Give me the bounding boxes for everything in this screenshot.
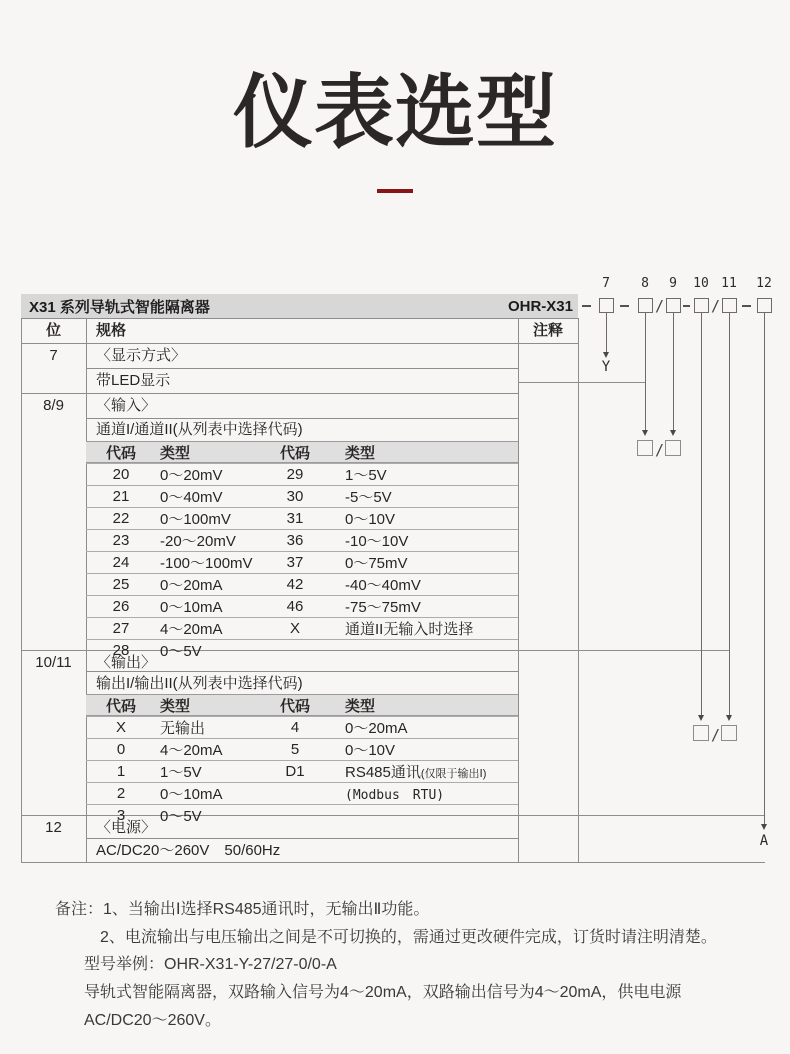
display-code-label: Y [601,359,611,375]
type-2: 1～5V [345,467,387,484]
code-2: 46 [286,598,304,615]
input-code-row [86,595,518,617]
arrow-down-icon [603,352,609,358]
note-line-2: 2、电流输出与电压输出之间是不可切换的，需通过更改硬件完成，订货时请注明清楚。 [100,929,717,946]
code-1: 23 [112,532,130,549]
type-1: 0～100mV [160,511,231,528]
code-1: 27 [112,620,130,637]
formula-dash [620,305,629,307]
power-value: AC/DC20～260V 50/60Hz [96,842,281,859]
type-1: 1～5V [160,764,202,781]
code-2: 5 [290,741,300,758]
code-1: X [115,719,126,736]
series-title: X31 系列导轨式智能隔离器 [29,298,210,316]
input-title: 〈输入〉 [96,397,157,414]
input-code-row [86,617,518,639]
gridline [21,318,578,319]
model-prefix: OHR-X31 [507,297,573,315]
code-2: X [289,620,300,637]
type-2 [330,717,518,738]
type-2-main: 0～20mA [345,720,408,737]
formula-dash [683,305,690,307]
display-title: 〈显示方式〉 [96,347,187,364]
code-2: 37 [286,554,304,571]
table-title-bar [21,294,578,318]
digit-label-12: 12 [756,276,772,291]
output-code-table [86,716,518,825]
type-2-main: RS485通讯 [345,764,421,781]
type-1: 0～10mA [160,786,223,803]
formula-slash: / [711,297,721,315]
input-subtitle: 通道I/通道II(从列表中选择代码) [96,421,303,438]
power-code-label: A [759,833,769,849]
code-2: 30 [286,488,304,505]
drop-line-11 [729,313,730,715]
digit-label-8: 8 [641,276,649,291]
type-col-label: 类型 [345,698,376,715]
input-code-header [86,441,518,463]
output-code-row [86,716,518,738]
drop-line-12 [764,313,765,824]
code-2: 29 [286,466,304,483]
type-1: 0～20mA [160,577,223,594]
input-code-row [86,507,518,529]
input-2-code-box [665,440,681,456]
formula-slash: / [711,726,721,744]
input-code-row [86,529,518,551]
code-col-label: 代码 [279,445,310,462]
col-header-pos: 位 [45,322,61,339]
output-2-code-box [721,725,737,741]
type-1: -20～20mV [160,533,236,550]
output-subtitle: 输出I/输出II(从列表中选择代码) [96,675,303,692]
model-digit-box-7 [599,298,614,313]
display-value: 带LED显示 [96,372,171,389]
code-1: 24 [112,554,130,571]
col-header-note: 注释 [532,322,563,339]
digit-label-11: 11 [721,276,737,291]
formula-slash: / [655,441,665,459]
accent-dash [377,189,413,193]
code-1: 22 [112,510,130,527]
page-title: 仪表选型 [233,68,557,157]
type-2: 0～10V [345,511,396,528]
note-line-1: 备注：1、当输出Ⅰ选择RS485通讯时，无输出Ⅱ功能。 [55,901,430,918]
output-code-header [86,694,518,716]
arrow-down-icon [698,715,704,721]
code-1: 26 [112,598,130,615]
type-2: 0～75mV [345,555,408,572]
code-1: 2 [116,785,126,802]
gridline-table-bottom [21,862,765,863]
pos-12: 12 [45,819,62,836]
power-title: 〈电源〉 [96,819,157,836]
model-digit-box-8 [638,298,653,313]
code-col-label: 代码 [279,698,310,715]
model-digit-box-10 [694,298,709,313]
type-1: 4～20mA [160,621,223,638]
type-1: 0～20mV [160,467,223,484]
model-digit-box-11 [722,298,737,313]
formula-dash [582,305,591,307]
digit-label-9: 9 [669,276,677,291]
drop-line-8 [645,313,646,430]
type-2: -75～75mV [345,599,421,616]
input-code-row [86,573,518,595]
type-col-label: 类型 [160,445,191,462]
gridline [518,318,519,862]
code-2: 36 [286,532,304,549]
type-1: 0～5V [160,643,202,660]
digit-label-7: 7 [602,276,610,291]
output-1-code-box [693,725,709,741]
type-col-label: 类型 [160,698,191,715]
type-2-main: 0～10V [345,742,396,759]
type-2-protocol: (Modbus RTU) [345,788,445,803]
input-code-row [86,485,518,507]
note-line-4: 导轨式智能隔离器，双路输入信号为4～20mA，双路输出信号为4～20mA，供电电源 [84,984,682,1001]
code-2: 4 [290,719,300,736]
code-1: 1 [116,763,126,780]
code-1: 3 [116,807,126,824]
code-1: 28 [112,642,130,659]
code-1: 25 [112,576,130,593]
col-header-spec: 规格 [96,322,127,339]
pos-7: 7 [49,347,58,364]
drop-line-10 [701,313,702,715]
arrow-down-icon [761,824,767,830]
code-1: 0 [116,741,126,758]
arrow-down-icon [642,430,648,436]
formula-slash: / [655,297,665,315]
input-code-table [86,463,518,660]
input-1-code-box [637,440,653,456]
type-2: -10～10V [345,533,409,550]
code-1: 20 [112,466,130,483]
input-code-row [86,463,518,485]
output-code-row [86,760,518,782]
output-title: 〈输出〉 [96,654,157,671]
pos-8-9: 8/9 [43,397,64,414]
code-2: 42 [286,576,304,593]
code-2: 31 [286,510,304,527]
type-1: 0～10mA [160,599,223,616]
type-1: 4～20mA [160,742,223,759]
model-digit-box-12 [757,298,772,313]
type-2-note: (仅限于输出Ⅰ) [420,768,487,780]
note-line-3: 型号举例：OHR-X31-Y-27/27-0/0-A [84,956,337,973]
type-col-label: 类型 [345,445,376,462]
formula-dash [742,305,751,307]
gridline [86,368,518,369]
type-2 [330,784,518,803]
connector-line-display [518,382,646,383]
model-digit-box-9 [666,298,681,313]
input-code-row [86,551,518,573]
drop-line-9 [673,313,674,430]
drop-line-7 [606,313,607,352]
type-1: 0～40mV [160,489,223,506]
type-2: -5～5V [345,489,392,506]
type-2 [330,761,518,782]
type-2: 通道II无输入时选择 [345,621,474,638]
type-2 [330,739,518,760]
gridline [21,393,518,394]
code-col-label: 代码 [105,698,136,715]
gridline [21,343,578,344]
type-1: -100～100mV [160,555,253,572]
gridline [578,318,579,862]
output-code-row [86,782,518,804]
digit-label-10: 10 [693,276,709,291]
arrow-down-icon [670,430,676,436]
type-1: 无输出 [160,720,206,737]
code-col-label: 代码 [105,445,136,462]
note-line-5: AC/DC20～260V。 [84,1012,221,1029]
output-code-row [86,738,518,760]
code-2: D1 [285,763,305,780]
type-2: -40～40mV [345,577,421,594]
arrow-down-icon [726,715,732,721]
code-1: 21 [112,488,130,505]
pos-10-11: 10/11 [35,654,72,671]
type-1: 0～5V [160,808,202,825]
